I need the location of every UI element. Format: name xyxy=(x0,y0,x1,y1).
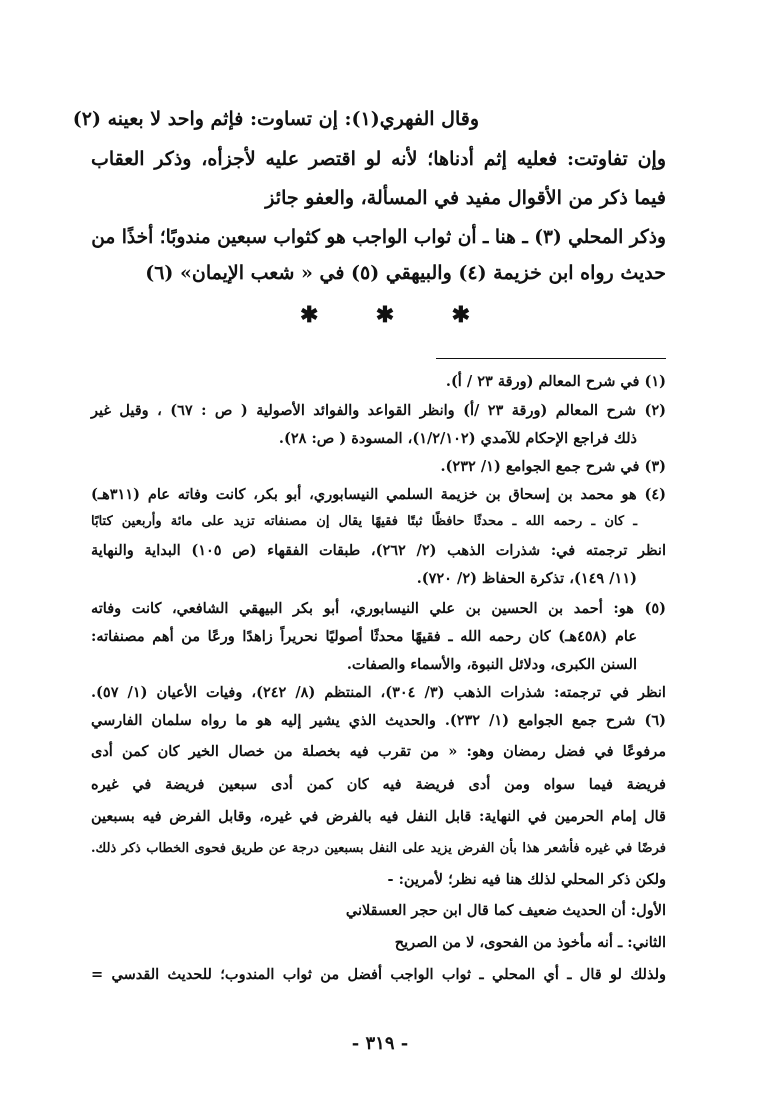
footnote-line: مرفوعًا في فضل رمضان وهو: « من تقرب فيه بخصلة من خصال الخير كان كمن أدى xyxy=(91,743,666,760)
footnote-line: ولذلك لو قال ـ أي المحلي ـ ثواب الواجب أفضل من ثواب المندوب؛ للحديث القدسي = xyxy=(91,966,666,983)
footnote-line: ذلك فراجع الإحكام للآمدي (١/٢/١٠٢)، المسودة ( ص: ٢٨). xyxy=(278,430,637,447)
footnote-line: السنن الكبرى، ودلائل النبوة، والأسماء والصفات. xyxy=(346,656,637,673)
footnote-line: ولكن ذكر المحلي لذلك هنا فيه نظر؛ لأمرين: - xyxy=(387,871,666,888)
separator-star: ✱ xyxy=(375,302,395,328)
footnote-line: (١) في شرح المعالم (ورقة ٢٣ / أ). xyxy=(445,373,666,390)
footnote-line: قال إمام الحرمين في النهاية: قابل النفل فيه بالفرض في غيره، وقابل الفرض فيه بسبعين xyxy=(91,808,666,825)
footnote-line: (٤) هو محمد بن إسحاق بن خزيمة السلمي النيسابوري، أبو بكر، كانت وفاته عام (٣١١هـ) xyxy=(91,486,666,503)
footnote-line: انظر ترجمته في: شذرات الذهب (٢/ ٢٦٢)، طبقات الفقهاء (ص ١٠٥) البداية والنهاية xyxy=(91,542,666,559)
footnote-line: فريضة فيما سواه ومن أدى فريضة فيه كان كمن أدى سبعين فريضة في غيره xyxy=(91,776,666,793)
body-line-1: وقال الفهري(١): إن تساوت: فإثم واحد لا بعينه (٢) xyxy=(72,108,479,130)
body-line-5: حديث رواه ابن خزيمة (٤) والبيهقي (٥) في « شعب الإيمان» (٦) xyxy=(145,262,666,284)
separator-star: ✱ xyxy=(300,302,319,328)
section-separator xyxy=(300,302,470,328)
footnote-line: الأول: أن الحديث ضعيف كما قال ابن حجر العسقلاني xyxy=(345,902,666,919)
footnote-line: (٥) هو: أحمد بن الحسين بن علي النيسابوري، أبو بكر البيهقي الشافعي، كانت وفاته xyxy=(91,600,666,617)
body-line-3: فيما ذكر من الأقوال مفيد في المسألة، والعفو جائز xyxy=(265,187,666,209)
body-line-4: وذكر المحلي (٣) ـ هنا ـ أن ثواب الواجب هو كثواب سبعين مندوبًا؛ أخذًا من xyxy=(91,226,666,248)
footnote-line: ـ كان ـ رحمه الله ـ محدثًا حافظًا ثبتًا فقيهًا يقال إن مصنفاته تزيد على مائة وأربعين كتابًا xyxy=(91,514,637,529)
footnote-rule xyxy=(436,358,666,359)
footnote-line: (٦) شرح جمع الجوامع (١/ ٢٣٢). والحديث الذي يشير إليه هو ما رواه سلمان الفارسي xyxy=(91,712,666,729)
footnote-line: عام (٤٥٨هـ) كان رحمه الله ـ فقيهًا محدثًا أصوليًا نحريراً زاهدًا ورعًا من أهم مصنفاته: xyxy=(91,628,637,645)
footnote-line: (٢) شرح المعالم (ورقة ٢٣ /أ) وانظر القواعد والفوائد الأصولية ( ص : ٦٧) ، وقيل غير xyxy=(91,402,666,419)
separator-star: ✱ xyxy=(451,302,470,328)
body-line-2: وإن تفاوتت: فعليه إثم أدناها؛ لأنه لو اقتصر عليه لأجزأه، وذكر العقاب xyxy=(91,148,666,170)
footnote-line: (١١/ ١٤٩)، تذكرة الحفاظ (٢/ ٧٢٠). xyxy=(416,570,637,587)
page-number: - ٣١٩ - xyxy=(351,1033,409,1054)
footnote-line: فرضًا في غيره فأشعر هذا بأن الفرض يزيد على النفل بسبعين درجة عن طريق فحوى الخطاب ذكر ذلك. xyxy=(91,841,666,856)
footnote-line: (٣) في شرح جمع الجوامع (١/ ٢٣٢). xyxy=(440,458,666,475)
footnote-line: انظر في ترجمته: شذرات الذهب (٣/ ٣٠٤)، المنتظم (٨/ ٢٤٢)، وفيات الأعيان (١/ ٥٧). xyxy=(91,684,666,701)
footnote-line: الثاني: ـ أنه مأخوذ من الفحوى، لا من الصريح xyxy=(394,934,666,951)
